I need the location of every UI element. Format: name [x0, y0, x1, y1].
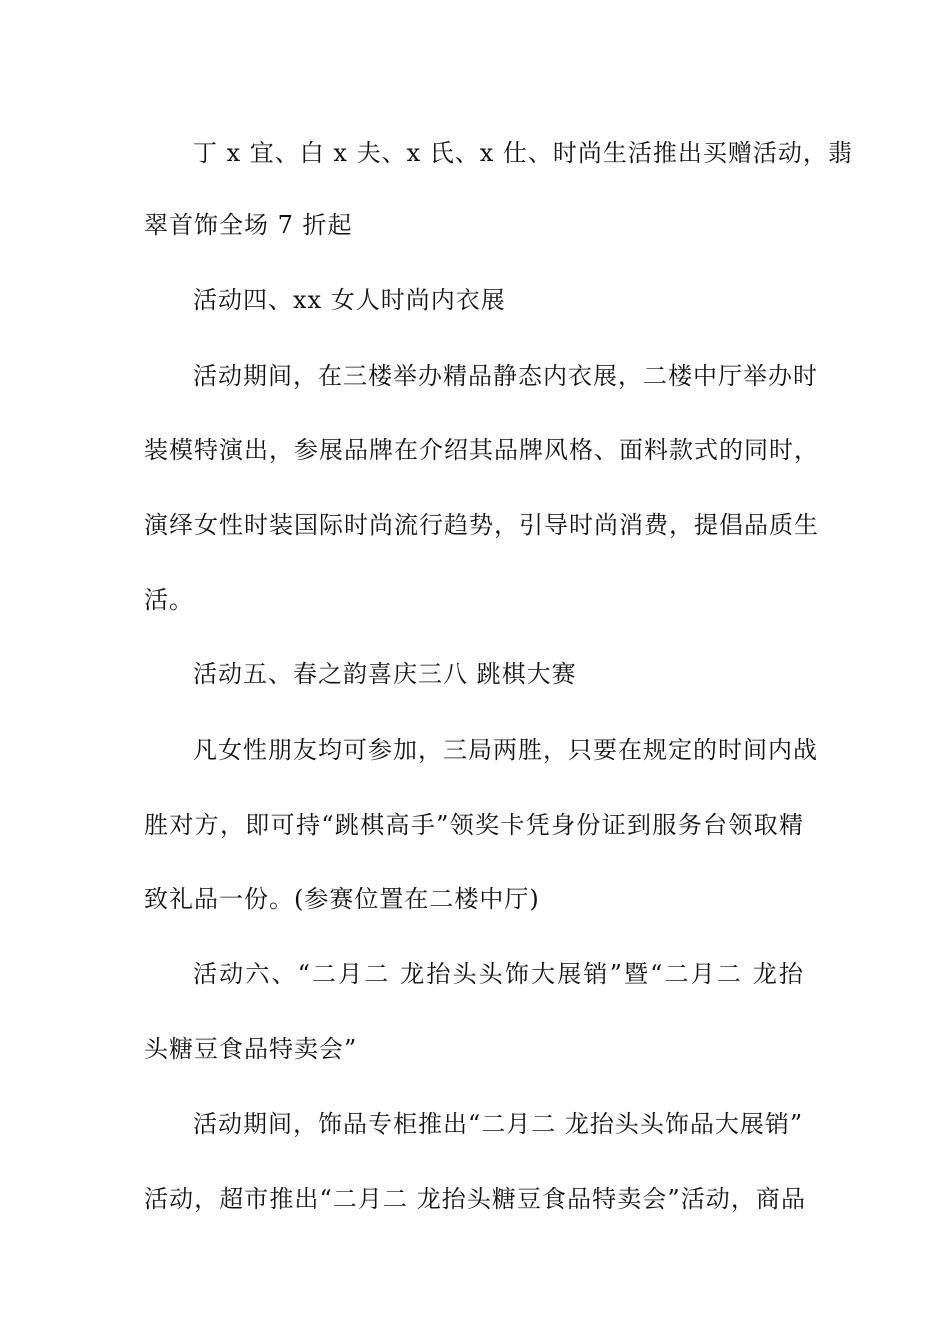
paragraph-line: 致礼品一份。(参赛位置在二楼中厅)	[144, 885, 540, 913]
paragraph-line: 活动，超市推出“二月二 龙抬头糖豆食品特卖会”活动，商品	[144, 1185, 806, 1213]
section-heading: 头糖豆食品特卖会”	[144, 1035, 358, 1063]
paragraph-line: 活动期间，饰品专柜推出“二月二 龙抬头头饰品大展销”	[193, 1110, 804, 1138]
section-heading: 活动五、春之韵喜庆三八 跳棋大赛	[193, 660, 577, 688]
paragraph-line: 翠首饰全场 7 折起	[144, 211, 353, 239]
paragraph-line: 装模特演出，参展品牌在介绍其品牌风格、面料款式的同时，	[144, 436, 819, 464]
section-heading: 活动四、xx 女人时尚内衣展	[193, 286, 506, 314]
paragraph-line: 丁 x 宜、白 x 夫、x 氏、x 仕、时尚生活推出买赠活动，翡	[193, 139, 853, 167]
paragraph-line: 演绎女性时装国际时尚流行趋势，引导时尚消费，提倡品质生	[144, 511, 819, 539]
paragraph-line: 活动期间，在三楼举办精品静态内衣展，二楼中厅举办时	[193, 362, 818, 390]
paragraph-line: 凡女性朋友均可参加，三局两胜，只要在规定的时间内战	[193, 736, 818, 764]
section-heading: 活动六、“二月二 龙抬头头饰大展销”暨“二月二 龙抬	[193, 960, 804, 988]
paragraph-line: 活。	[144, 586, 194, 614]
paragraph-line: 胜对方，即可持“跳棋高手”领奖卡凭身份证到服务台领取精	[144, 811, 804, 839]
